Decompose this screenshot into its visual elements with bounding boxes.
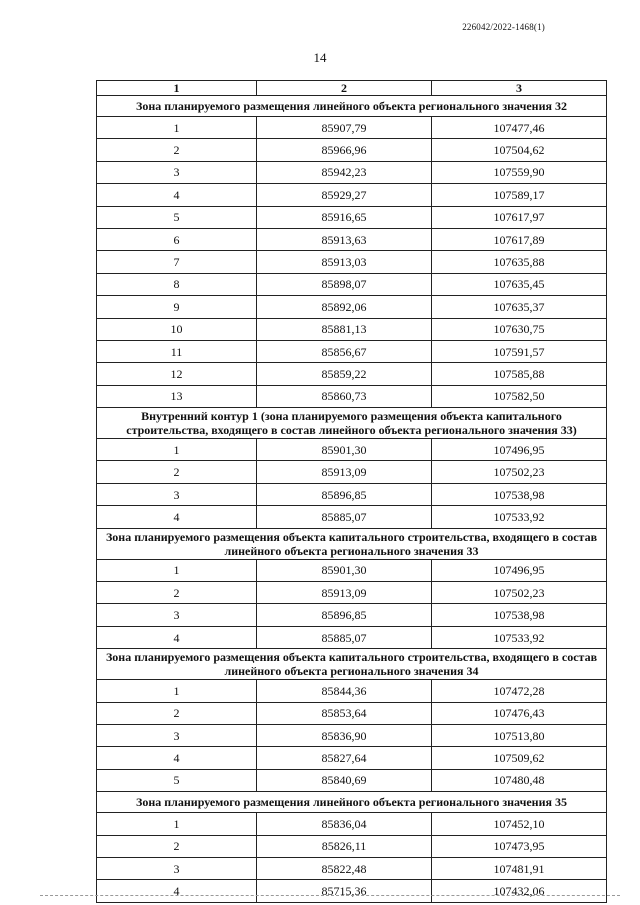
point-number: 13 (97, 385, 257, 407)
table-row (97, 857, 607, 879)
table-row (97, 769, 607, 791)
y-coordinate: 107617,89 (432, 228, 607, 250)
x-coordinate: 85822,48 (257, 857, 432, 879)
section-title: Зона планируемого размещения объекта капитального строительства, входящего в состав линейного объекта регионального значения 34 (97, 649, 607, 680)
point-number: 6 (97, 228, 257, 250)
x-coordinate: 85916,65 (257, 206, 432, 228)
point-number: 2 (97, 139, 257, 161)
point-number: 11 (97, 340, 257, 362)
table-row (97, 161, 607, 183)
point-number: 1 (97, 439, 257, 461)
y-coordinate: 107472,28 (432, 680, 607, 702)
x-coordinate: 85907,79 (257, 117, 432, 139)
section-title: Зона планируемого размещения объекта капитального строительства, входящего в состав линейного объекта регионального значения 33 (97, 528, 607, 559)
section-title-row (97, 408, 607, 439)
point-number: 2 (97, 582, 257, 604)
x-coordinate: 85913,03 (257, 251, 432, 273)
y-coordinate: 107432,06 (432, 880, 607, 902)
y-coordinate: 107477,46 (432, 117, 607, 139)
table-row (97, 626, 607, 648)
x-coordinate: 85892,06 (257, 296, 432, 318)
x-coordinate: 85898,07 (257, 273, 432, 295)
table-row (97, 604, 607, 626)
table-row (97, 228, 607, 250)
y-coordinate: 107538,98 (432, 604, 607, 626)
y-coordinate: 107617,97 (432, 206, 607, 228)
section-title: Зона планируемого размещения линейного объекта регионального значения 32 (97, 96, 607, 117)
x-coordinate: 85827,64 (257, 747, 432, 769)
table-row (97, 273, 607, 295)
y-coordinate: 107589,17 (432, 184, 607, 206)
table-row (97, 680, 607, 702)
point-number: 1 (97, 117, 257, 139)
point-number: 3 (97, 483, 257, 505)
point-number: 4 (97, 880, 257, 902)
table-row (97, 184, 607, 206)
y-coordinate: 107538,98 (432, 483, 607, 505)
x-coordinate: 85896,85 (257, 604, 432, 626)
table-row (97, 296, 607, 318)
x-coordinate: 85859,22 (257, 363, 432, 385)
point-number: 4 (97, 506, 257, 528)
section-title: Зона планируемого размещения линейного объекта регионального значения 35 (97, 792, 607, 813)
coordinates-table (96, 80, 607, 903)
table-row (97, 559, 607, 581)
section-title: Внутренний контур 1 (зона планируемого размещения объекта капитального строительства, входящего в состав линейного объекта регионального значения 33) (97, 408, 607, 439)
y-coordinate: 107502,23 (432, 461, 607, 483)
y-coordinate: 107635,88 (432, 251, 607, 273)
y-coordinate: 107509,62 (432, 747, 607, 769)
coordinates-table-body (97, 81, 607, 903)
document-id: 226042/2022-1468(1) (462, 22, 545, 32)
column-header: 1 (97, 81, 257, 96)
point-number: 4 (97, 747, 257, 769)
table-row (97, 385, 607, 407)
x-coordinate: 85836,04 (257, 813, 432, 835)
point-number: 1 (97, 680, 257, 702)
table-row (97, 880, 607, 902)
table-row (97, 318, 607, 340)
point-number: 4 (97, 626, 257, 648)
y-coordinate: 107476,43 (432, 702, 607, 724)
x-coordinate: 85913,09 (257, 461, 432, 483)
y-coordinate: 107585,88 (432, 363, 607, 385)
point-number: 3 (97, 724, 257, 746)
y-coordinate: 107591,57 (432, 340, 607, 362)
y-coordinate: 107630,75 (432, 318, 607, 340)
point-number: 3 (97, 161, 257, 183)
y-coordinate: 107533,92 (432, 626, 607, 648)
y-coordinate: 107559,90 (432, 161, 607, 183)
x-coordinate: 85885,07 (257, 506, 432, 528)
point-number: 12 (97, 363, 257, 385)
x-coordinate: 85840,69 (257, 769, 432, 791)
x-coordinate: 85853,64 (257, 702, 432, 724)
table-row (97, 461, 607, 483)
table-header-row (97, 81, 607, 96)
table-row (97, 506, 607, 528)
y-coordinate: 107533,92 (432, 506, 607, 528)
table-row (97, 139, 607, 161)
table-row (97, 340, 607, 362)
x-coordinate: 85715,36 (257, 880, 432, 902)
table-row (97, 483, 607, 505)
y-coordinate: 107635,37 (432, 296, 607, 318)
point-number: 10 (97, 318, 257, 340)
point-number: 1 (97, 813, 257, 835)
table-row (97, 363, 607, 385)
table-row (97, 835, 607, 857)
column-header: 2 (257, 81, 432, 96)
y-coordinate: 107496,95 (432, 559, 607, 581)
point-number: 9 (97, 296, 257, 318)
point-number: 3 (97, 857, 257, 879)
y-coordinate: 107502,23 (432, 582, 607, 604)
x-coordinate: 85966,96 (257, 139, 432, 161)
page-number: 14 (313, 50, 327, 65)
point-number: 4 (97, 184, 257, 206)
point-number: 5 (97, 206, 257, 228)
table-row (97, 702, 607, 724)
y-coordinate: 107582,50 (432, 385, 607, 407)
column-header: 3 (432, 81, 607, 96)
table-row (97, 251, 607, 273)
y-coordinate: 107481,91 (432, 857, 607, 879)
table-row (97, 439, 607, 461)
point-number: 8 (97, 273, 257, 295)
x-coordinate: 85913,09 (257, 582, 432, 604)
x-coordinate: 85836,90 (257, 724, 432, 746)
x-coordinate: 85860,73 (257, 385, 432, 407)
y-coordinate: 107473,95 (432, 835, 607, 857)
point-number: 2 (97, 702, 257, 724)
y-coordinate: 107452,10 (432, 813, 607, 835)
table-row (97, 582, 607, 604)
y-coordinate: 107504,62 (432, 139, 607, 161)
x-coordinate: 85929,27 (257, 184, 432, 206)
y-coordinate: 107513,80 (432, 724, 607, 746)
x-coordinate: 85844,36 (257, 680, 432, 702)
x-coordinate: 85856,67 (257, 340, 432, 362)
bottom-scan-line (40, 895, 620, 896)
table-row (97, 117, 607, 139)
y-coordinate: 107496,95 (432, 439, 607, 461)
x-coordinate: 85896,85 (257, 483, 432, 505)
section-title-row (97, 649, 607, 680)
x-coordinate: 85881,13 (257, 318, 432, 340)
table-row (97, 813, 607, 835)
point-number: 2 (97, 835, 257, 857)
x-coordinate: 85826,11 (257, 835, 432, 857)
table-row (97, 206, 607, 228)
section-title-row (97, 528, 607, 559)
table-row (97, 747, 607, 769)
x-coordinate: 85942,23 (257, 161, 432, 183)
table-row (97, 724, 607, 746)
point-number: 2 (97, 461, 257, 483)
x-coordinate: 85901,30 (257, 559, 432, 581)
section-title-row (97, 96, 607, 117)
point-number: 3 (97, 604, 257, 626)
section-title-row (97, 792, 607, 813)
x-coordinate: 85901,30 (257, 439, 432, 461)
point-number: 5 (97, 769, 257, 791)
point-number: 1 (97, 559, 257, 581)
y-coordinate: 107480,48 (432, 769, 607, 791)
x-coordinate: 85913,63 (257, 228, 432, 250)
x-coordinate: 85885,07 (257, 626, 432, 648)
y-coordinate: 107635,45 (432, 273, 607, 295)
point-number: 7 (97, 251, 257, 273)
